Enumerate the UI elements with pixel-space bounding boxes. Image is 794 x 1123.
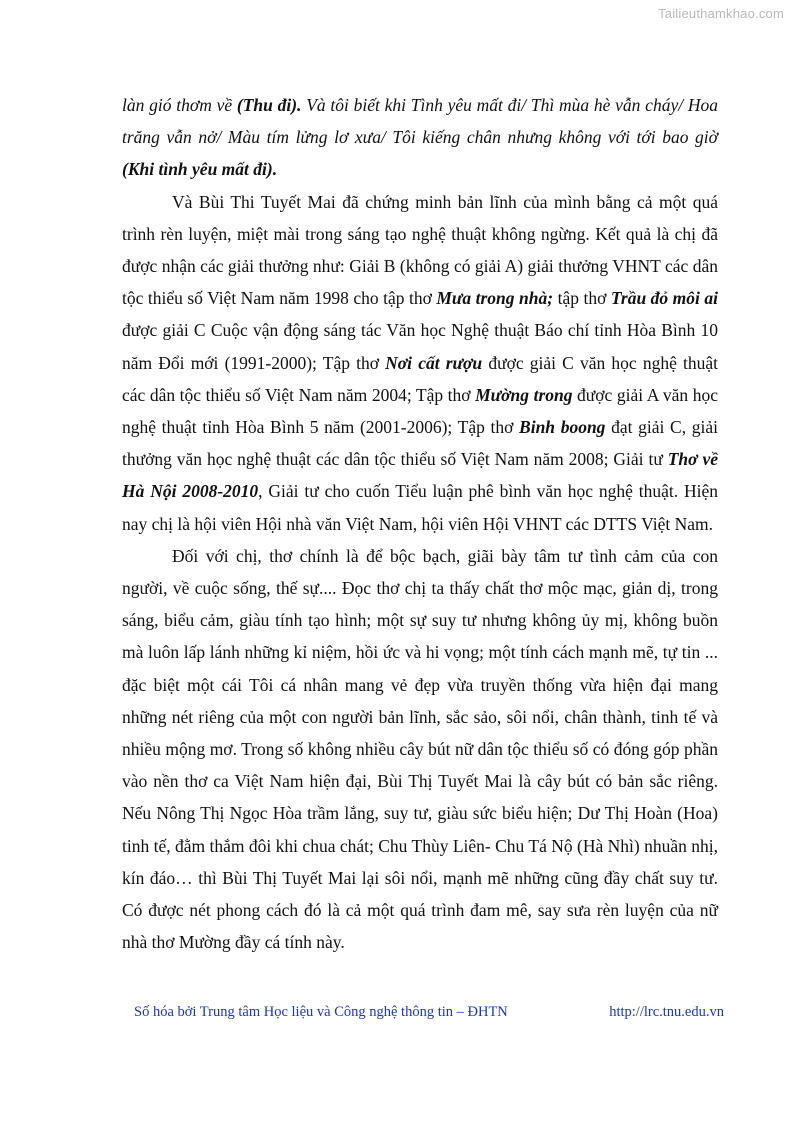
footer xyxy=(134,1004,724,1021)
text-run-bold: (Thu đi). xyxy=(236,95,302,115)
paragraph-awards xyxy=(122,186,718,540)
book-title: Binh boong xyxy=(519,417,606,438)
text-run: Đối với chị, thơ chính là để bộc bạch, giãi bày tâm tư tình cảm của con người, về cuộc sống, thế sự.... Đọc thơ chị ta thấy chất thơ mộc mạc, giản dị, trong sáng, biểu cảm, giàu tính tạo hình; một sự suy tư nhưng không ủy mị, không buồn mà luôn lấp lánh những kỉ niệm, hồi ức và hi vọng; một tính cách mạnh mẽ, tự tin ... đặc biệt một cái Tôi cá nhân mang vẻ đẹp vừa truyền thống vừa hiện đại mang những nét riêng của một con người bản lĩnh, sắc sảo, sôi nổi, chân thành, tinh tế và nhiều mộng mơ. Trong số không nhiều cây bút nữ dân tộc thiểu số có đóng góp phần vào nền thơ ca Việt Nam hiện đại, Bùi Thị Tuyết Mai là cây bút có bản sắc riêng. Nếu Nông Thị Ngọc Hòa trầm lắng, suy tư, giàu sức biểu hiện; Dư Thị Hoàn (Hoa) tinh tế, đằm thắm đôi khi chua chát; Chu Thùy Liên- Chu Tá Nộ (Hà Nhì) nhuần nhị, kín đáo… thì Bùi Thị Tuyết Mai lại sôi nổi, mạnh mẽ những cũng đầy chất suy tư. Có được nét phong cách đó là cả một quá trình đam mê, say sưa rèn luyện của nữ nhà thơ Mường đầy cá tính này. xyxy=(122,545,718,953)
text-run: tập thơ xyxy=(553,288,611,309)
book-title: Thơ về Hà Nội 2008-2010 xyxy=(122,449,718,502)
book-title: Trầu đỏ môi ai xyxy=(610,288,719,309)
book-title: Nơi cất rượu xyxy=(385,352,483,373)
text-run-bold: (Khi tình yêu mất đi). xyxy=(122,159,278,180)
paragraph-poem-quote xyxy=(122,89,718,186)
watermark-text: Tailieuthamkhao.com xyxy=(658,6,784,21)
text-run: được giải A văn học nghệ thuật tỉnh Hòa Bình 5 năm (2001-2006); Tập thơ xyxy=(122,384,719,438)
document-body xyxy=(122,89,718,958)
footer-credit: Số hóa bởi Trung tâm Học liệu và Công nghệ thông tin – ĐHTN xyxy=(134,1004,508,1020)
book-title: Mưa trong nhà; xyxy=(436,288,554,309)
text-run: được giải C văn học nghệ thuật các dân tộc thiểu số Việt Nam năm 2004; Tập thơ xyxy=(122,352,718,405)
text-run: làn gió thơm về xyxy=(122,95,237,115)
text-run: đạt giải C, giải thưởng văn học nghệ thuật các dân tộc thiểu số Việt Nam năm 2008; Giải tư xyxy=(122,417,718,470)
paragraph-style-analysis xyxy=(122,540,718,959)
text-run: , Giải tư cho cuốn Tiểu luận phê bình văn học nghệ thuật. Hiện nay chị là hội viên Hội nhà văn Việt Nam, hội viên Hội VHNT các DTTS Việt Nam. xyxy=(122,481,718,534)
book-title: Mường trong xyxy=(475,384,573,405)
footer-url[interactable]: http://lrc.tnu.edu.vn xyxy=(609,1004,724,1020)
text-run: Và tôi biết khi Tình yêu mất đi/ Thì mùa hè vẫn cháy/ Hoa trăng vẫn nở/ Màu tím lửng lơ xưa/ Tôi kiếng chân nhưng không với tới bao giờ xyxy=(122,95,718,148)
text-run: được giải C Cuộc vận động sáng tác Văn học Nghệ thuật Báo chí tỉnh Hòa Bình 10 năm Đổi mới (1991-2000); Tập thơ xyxy=(122,320,718,373)
text-run: Và Bùi Thi Tuyết Mai đã chứng minh bản lĩnh của mình bằng cả một quá trình rèn luyện, miệt mài trong sáng tạo nghệ thuật không ngừng. Kết quả là chị đã được nhận các giải thưởng như: Giải B (không có giải A) giải thưởng VHNT các dân tộc thiểu số Việt Nam năm 1998 cho tập thơ xyxy=(122,191,718,309)
